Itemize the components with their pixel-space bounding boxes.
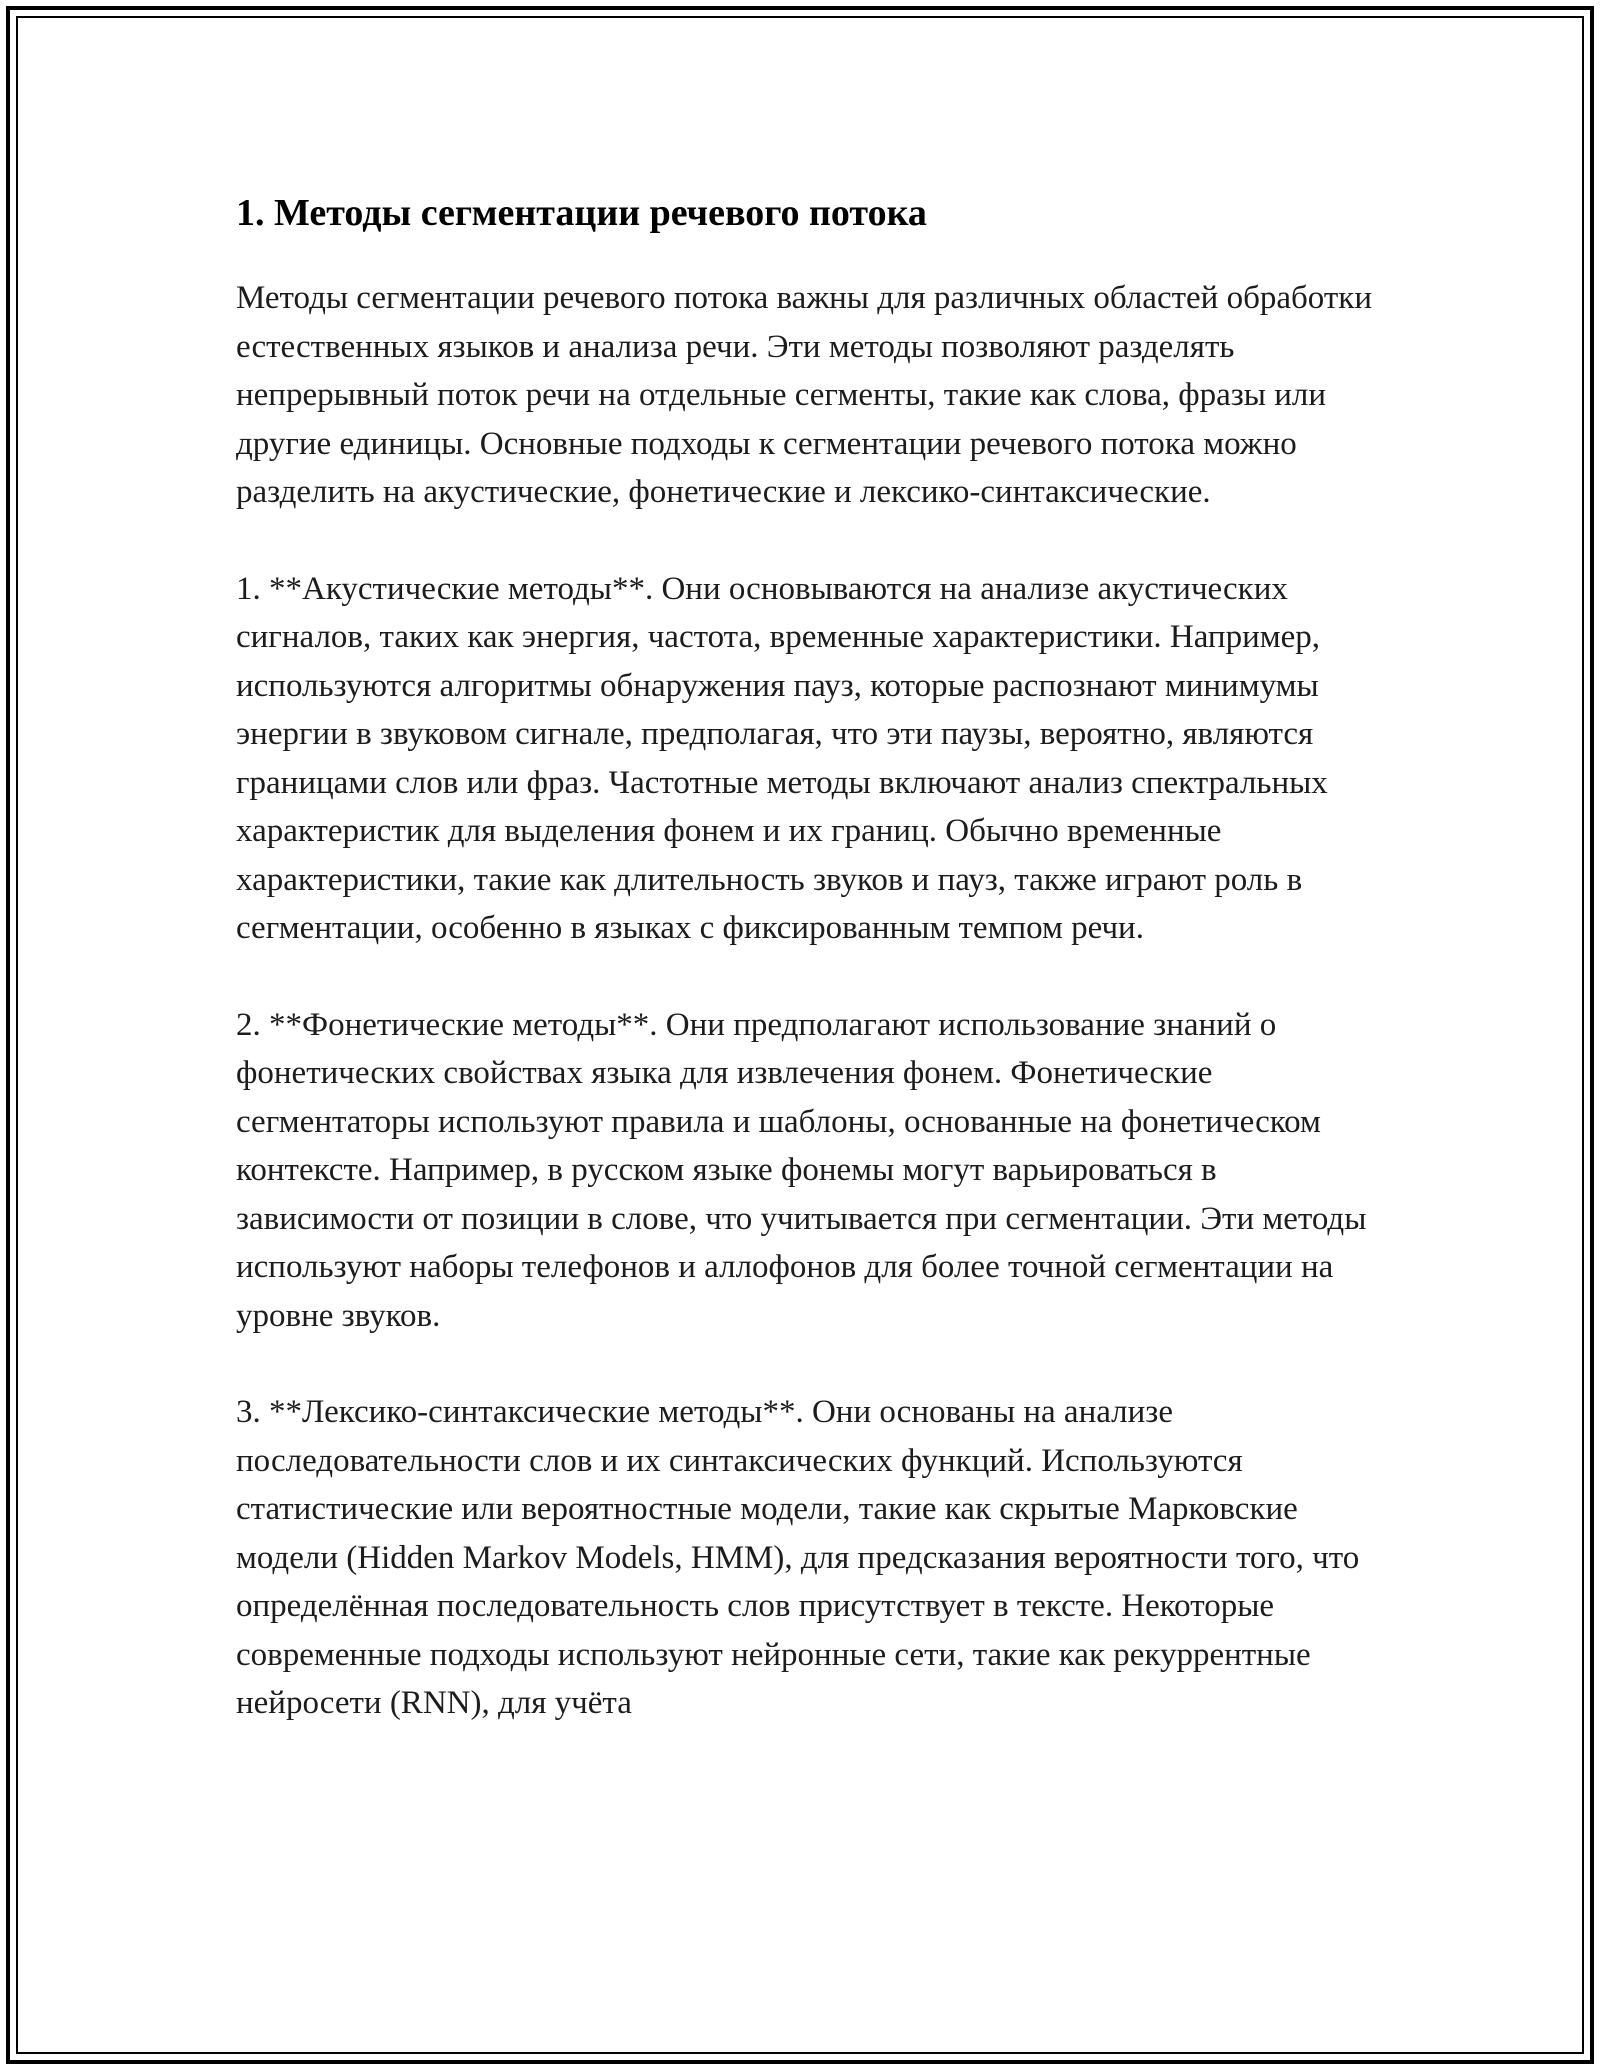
document-page	[236, 186, 1386, 1776]
paragraph-phonetic-methods: 2. **Фонетические методы**. Они предполагают использование знаний о фонетических свойствах языка для извлечения фонем. Фонетические сегментаторы используют правила и шаблоны, основанные на фонетическом контексте. Например, в русском языке фонемы могут варьироваться в зависимости от позиции в слове, что учитывается при сегментации. Эти методы используют наборы телефонов и аллофонов для более точной сегментации на уровне звуков.	[236, 1006, 1367, 1334]
paragraph-intro: Методы сегментации речевого потока важны для различных областей обработки естественных языков и анализа речи. Эти методы позволяют разделять непрерывный поток речи на отдельные сегменты, такие как слова, фразы или другие единицы. Основные подходы к сегментации речевого потока можно разделить на акустические, фонетические и лексико-синтаксические.	[236, 280, 1372, 510]
paragraph-acoustic-methods: 1. **Акустические методы**. Они основываются на анализе акустических сигналов, таких как энергия, частота, временные характеристики. Например, используются алгоритмы обнаружения пауз, которые распознают минимумы энергии в звуковом сигнале, предполагая, что эти паузы, вероятно, являются границами слов или фраз. Частотные методы включают анализ спектральных характеристик для выделения фонем и их границ. Обычно временные характеристики, такие как длительность звуков и пауз, также играют роль в сегментации, особенно в языках с фиксированным темпом речи.	[236, 570, 1328, 946]
section-heading: 1. Методы сегментации речевого потока	[236, 192, 927, 234]
paragraph-lexico-syntactic-methods: 3. **Лексико-синтаксические методы**. Они основаны на анализе последовательности слов и их синтаксических функций. Используются статистические или вероятностные модели, такие как скрытые Марковские модели (Hidden Markov Models, HMM), для предсказания вероятности того, что определённая последовательность слов присутствует в тексте. Некоторые современные подходы используют нейронные сети, такие как рекуррентные нейросети (RNN), для учёта	[236, 1394, 1360, 1721]
